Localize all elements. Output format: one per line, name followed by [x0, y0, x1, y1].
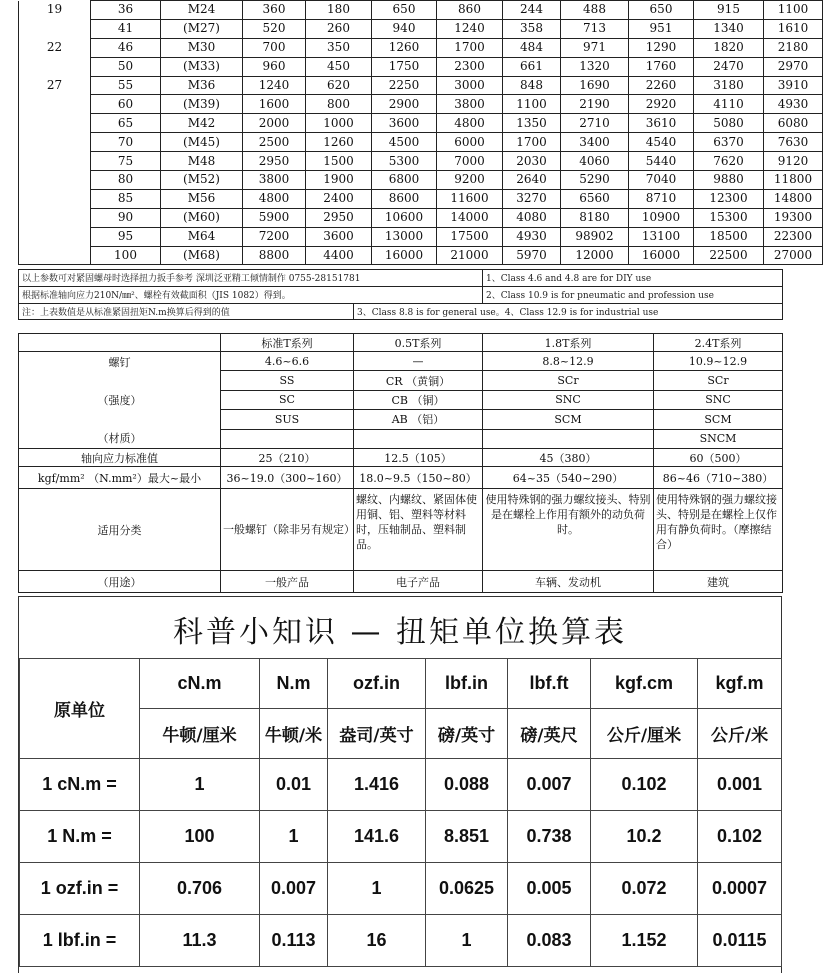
bolt-value-cell: 1600	[243, 95, 306, 114]
torque-row-label: 1 N.m =	[20, 811, 140, 863]
note-left-1: 以上参数可对紧固螺母时选择扭力扳手参考 深圳泛亚精工倾情制作 0755-28151781	[19, 270, 483, 287]
bolt-size-cell: 75	[91, 152, 161, 171]
grade-cell: 8.8~12.9	[483, 352, 654, 371]
usage-cell: 一般螺钉（除非另有规定）	[221, 489, 354, 571]
bolt-value-cell: 13000	[372, 227, 437, 246]
bolt-value-cell: 620	[306, 76, 372, 95]
bolt-group-cell: 19	[19, 1, 91, 20]
material-cell: SC	[221, 390, 354, 409]
torque-value-cell: 11.3	[140, 915, 260, 967]
torque-value-cell: 100	[140, 811, 260, 863]
bolt-row	[19, 76, 823, 95]
bolt-size-cell: 100	[91, 246, 161, 265]
bolt-group-cell	[19, 152, 91, 171]
bolt-value-cell: 358	[503, 19, 561, 38]
bolt-value-cell: 4800	[243, 189, 306, 208]
grade-cell: 4.6~6.6	[221, 352, 354, 371]
bolt-value-cell: 1700	[503, 133, 561, 152]
material-cell: SCM	[483, 410, 654, 429]
torque-value-cell: 0.738	[508, 811, 591, 863]
bolt-value-cell: 971	[561, 38, 629, 57]
bolt-value-cell: 4080	[503, 208, 561, 227]
bolt-value-cell: 7040	[629, 171, 694, 190]
range-cell: 18.0~9.5（150~80）	[354, 467, 483, 489]
torque-conversion-table	[19, 658, 782, 967]
axial-stress-cell: 45（380）	[483, 449, 654, 467]
torque-value-cell: 0.088	[426, 759, 508, 811]
bolt-value-cell: 661	[503, 57, 561, 76]
bolt-row	[19, 19, 823, 38]
bolt-thread-cell: (M52)	[161, 171, 243, 190]
torque-conversion-card	[18, 596, 782, 973]
bolt-value-cell: 1100	[503, 95, 561, 114]
bolt-thread-cell: M48	[161, 152, 243, 171]
bolt-value-cell: 4400	[306, 246, 372, 265]
bolt-value-cell: 1760	[629, 57, 694, 76]
bolt-value-cell: 21000	[437, 246, 503, 265]
note-right-3: 3、Class 8.8 is for general use。4、Class 12.9 is for industrial use	[354, 303, 783, 320]
bolt-group-cell	[19, 189, 91, 208]
bolt-value-cell: 15300	[694, 208, 764, 227]
bolt-value-cell: 1340	[694, 19, 764, 38]
bolt-value-cell: 1240	[437, 19, 503, 38]
bolt-value-cell: 650	[372, 1, 437, 20]
bolt-value-cell: 7620	[694, 152, 764, 171]
origin-unit-label: 原单位	[20, 659, 140, 759]
bolt-value-cell: 940	[372, 19, 437, 38]
bolt-value-cell: 1350	[503, 114, 561, 133]
purpose-label: （用途）	[19, 571, 221, 593]
bolt-value-cell: 1290	[629, 38, 694, 57]
bolt-value-cell: 8180	[561, 208, 629, 227]
bolt-value-cell: 2500	[243, 133, 306, 152]
bolt-value-cell: 2970	[764, 57, 823, 76]
material-cell: SS	[221, 371, 354, 390]
bolt-value-cell: 4930	[503, 227, 561, 246]
bolt-value-cell: 11600	[437, 189, 503, 208]
bolt-value-cell: 951	[629, 19, 694, 38]
bolt-value-cell: 2400	[306, 189, 372, 208]
range-label: kgf/mm² （N.mm²）最大~最小	[19, 467, 221, 489]
bolt-value-cell: 6080	[764, 114, 823, 133]
bolt-thread-cell: (M45)	[161, 133, 243, 152]
bolt-value-cell: 4800	[437, 114, 503, 133]
bolt-size-cell: 41	[91, 19, 161, 38]
series-header: 2.4T系列	[654, 334, 783, 352]
series-corner	[19, 334, 221, 352]
usage-cell: 螺纹、内螺纹、紧固体使用铜、铝、塑料等材料时，压轴制品、塑料制品。	[354, 489, 483, 571]
torque-value-cell: 141.6	[328, 811, 426, 863]
bolt-value-cell: 16000	[372, 246, 437, 265]
bolt-value-cell: 488	[561, 1, 629, 20]
bolt-value-cell: 2710	[561, 114, 629, 133]
strength-label: （强度）	[97, 394, 142, 407]
bolt-value-cell: 8600	[372, 189, 437, 208]
torque-value-cell: 1.416	[328, 759, 426, 811]
material-cell: CB （铜）	[354, 390, 483, 409]
material-cell	[354, 429, 483, 448]
bolt-value-cell: 6800	[372, 171, 437, 190]
bolt-value-cell: 3910	[764, 76, 823, 95]
torque-value-cell: 0.01	[260, 759, 328, 811]
bolt-size-cell: 85	[91, 189, 161, 208]
torque-row	[20, 863, 782, 915]
bolt-value-cell: 3800	[437, 95, 503, 114]
bolt-thread-cell: M24	[161, 1, 243, 20]
bolt-value-cell: 1100	[764, 1, 823, 20]
torque-value-cell: 0.0115	[698, 915, 782, 967]
torque-value-cell: 1	[328, 863, 426, 915]
bolt-value-cell: 3400	[561, 133, 629, 152]
torque-value-cell: 1	[426, 915, 508, 967]
bolt-row	[19, 189, 823, 208]
torque-value-cell: 16	[328, 915, 426, 967]
bolt-value-cell: 2470	[694, 57, 764, 76]
range-cell: 36~19.0（300~160）	[221, 467, 354, 489]
bolt-value-cell: 9120	[764, 152, 823, 171]
bolt-value-cell: 6000	[437, 133, 503, 152]
material-cell: SNC	[654, 390, 783, 409]
torque-value-cell: 0.083	[508, 915, 591, 967]
bolt-value-cell: 5080	[694, 114, 764, 133]
bolt-size-cell: 90	[91, 208, 161, 227]
bolt-value-cell: 3610	[629, 114, 694, 133]
bolt-value-cell: 7000	[437, 152, 503, 171]
unit-symbol: kgf.cm	[591, 659, 698, 709]
bolt-value-cell: 22300	[764, 227, 823, 246]
bolt-size-cell: 46	[91, 38, 161, 57]
bolt-value-cell: 520	[243, 19, 306, 38]
bolt-value-cell: 12000	[561, 246, 629, 265]
torque-value-cell: 0.102	[591, 759, 698, 811]
bolt-value-cell: 848	[503, 76, 561, 95]
axial-stress-cell: 25（210）	[221, 449, 354, 467]
bolt-value-cell: 4060	[561, 152, 629, 171]
bolt-thread-cell: (M39)	[161, 95, 243, 114]
torque-value-cell: 0.007	[260, 863, 328, 915]
bolt-value-cell: 1820	[694, 38, 764, 57]
bolt-value-cell: 2030	[503, 152, 561, 171]
bolt-value-cell: 3800	[243, 171, 306, 190]
bolt-row	[19, 227, 823, 246]
bolt-value-cell: 3600	[306, 227, 372, 246]
bolt-value-cell: 4110	[694, 95, 764, 114]
bolt-value-cell: 10900	[629, 208, 694, 227]
bolt-value-cell: 5440	[629, 152, 694, 171]
bolt-group-cell	[19, 227, 91, 246]
bolt-thread-cell: M42	[161, 114, 243, 133]
torque-row-label: 1 lbf.in =	[20, 915, 140, 967]
bolt-value-cell: 1000	[306, 114, 372, 133]
bolt-size-cell: 55	[91, 76, 161, 95]
series-header: 0.5T系列	[354, 334, 483, 352]
material-cell	[483, 429, 654, 448]
bolt-value-cell: 1260	[372, 38, 437, 57]
bolt-value-cell: 4930	[764, 95, 823, 114]
bolt-value-cell: 1900	[306, 171, 372, 190]
bolt-size-cell: 80	[91, 171, 161, 190]
bolt-group-cell	[19, 208, 91, 227]
bolt-value-cell: 5290	[561, 171, 629, 190]
bolt-value-cell: 5900	[243, 208, 306, 227]
torque-value-cell: 10.2	[591, 811, 698, 863]
bolt-size-cell: 36	[91, 1, 161, 20]
bolt-value-cell: 650	[629, 1, 694, 20]
bolt-group-cell	[19, 57, 91, 76]
torque-value-cell: 0.001	[698, 759, 782, 811]
bolt-thread-cell: (M33)	[161, 57, 243, 76]
material-cell: SNC	[483, 390, 654, 409]
bolt-value-cell: 1240	[243, 76, 306, 95]
usage-cell: 使用特殊钢的强力螺纹接头、特别是在螺栓上仅作用有静负荷时。（摩擦结合）	[654, 489, 783, 571]
bolt-row	[19, 152, 823, 171]
series-header: 标准T系列	[221, 334, 354, 352]
material-cell: SCr	[483, 371, 654, 390]
unit-name: 牛顿/厘米	[140, 709, 260, 759]
torque-value-cell: 0.0007	[698, 863, 782, 915]
bolt-value-cell: 1260	[306, 133, 372, 152]
torque-row	[20, 915, 782, 967]
screw-strength-material-label	[19, 352, 221, 449]
bolt-value-cell: 19300	[764, 208, 823, 227]
bolt-thread-cell: M56	[161, 189, 243, 208]
torque-value-cell: 1.152	[591, 915, 698, 967]
bolt-group-cell	[19, 114, 91, 133]
material-cell: CR （黄铜）	[354, 371, 483, 390]
bolt-value-cell: 1500	[306, 152, 372, 171]
unit-symbol: ozf.in	[328, 659, 426, 709]
bolt-value-cell: 450	[306, 57, 372, 76]
torque-value-cell: 0.0625	[426, 863, 508, 915]
torque-value-cell: 1	[260, 811, 328, 863]
bolt-value-cell: 960	[243, 57, 306, 76]
bolt-value-cell: 6370	[694, 133, 764, 152]
unit-symbol: kgf.m	[698, 659, 782, 709]
notes-table	[18, 269, 783, 320]
bolt-group-cell	[19, 133, 91, 152]
bolt-value-cell: 7630	[764, 133, 823, 152]
unit-name: 公斤/米	[698, 709, 782, 759]
torque-value-cell: 1	[140, 759, 260, 811]
bolt-row	[19, 38, 823, 57]
bolt-value-cell: 713	[561, 19, 629, 38]
bolt-value-cell: 9880	[694, 171, 764, 190]
bolt-value-cell: 360	[243, 1, 306, 20]
unit-symbol: N.m	[260, 659, 328, 709]
grade-cell: —	[354, 352, 483, 371]
bolt-value-cell: 860	[437, 1, 503, 20]
bolt-value-cell: 3600	[372, 114, 437, 133]
bolt-value-cell: 915	[694, 1, 764, 20]
note-right-1: 1、Class 4.6 and 4.8 are for DIY use	[483, 270, 783, 287]
torque-value-cell: 8.851	[426, 811, 508, 863]
bolt-thread-cell: (M27)	[161, 19, 243, 38]
bolt-value-cell: 8710	[629, 189, 694, 208]
purpose-cell: 一般产品	[221, 571, 354, 593]
torque-row-label: 1 ozf.in =	[20, 863, 140, 915]
bolt-size-cell: 95	[91, 227, 161, 246]
bolt-value-cell: 13100	[629, 227, 694, 246]
purpose-cell: 建筑	[654, 571, 783, 593]
purpose-cell: 车辆、发动机	[483, 571, 654, 593]
bolt-size-cell: 60	[91, 95, 161, 114]
bolt-value-cell: 1700	[437, 38, 503, 57]
bolt-value-cell: 2300	[437, 57, 503, 76]
torque-value-cell: 0.072	[591, 863, 698, 915]
bolt-value-cell: 2950	[243, 152, 306, 171]
bolt-value-cell: 17500	[437, 227, 503, 246]
unit-symbol: lbf.in	[426, 659, 508, 709]
bolt-value-cell: 180	[306, 1, 372, 20]
bolt-value-cell: 260	[306, 19, 372, 38]
bolt-value-cell: 2260	[629, 76, 694, 95]
bolt-value-cell: 14800	[764, 189, 823, 208]
bolt-series-table	[18, 333, 783, 593]
bolt-value-cell: 5300	[372, 152, 437, 171]
bolt-torque-table	[18, 0, 823, 265]
torque-row	[20, 759, 782, 811]
bolt-value-cell: 16000	[629, 246, 694, 265]
material-cell: SCr	[654, 371, 783, 390]
note-right-2: 2、Class 10.9 is for pneumatic and profession use	[483, 286, 783, 303]
bolt-row	[19, 114, 823, 133]
screw-label: 螺钉	[108, 356, 131, 369]
bolt-group-cell	[19, 171, 91, 190]
torque-value-cell: 0.102	[698, 811, 782, 863]
bolt-value-cell: 3000	[437, 76, 503, 95]
bolt-row	[19, 171, 823, 190]
bolt-value-cell: 2250	[372, 76, 437, 95]
bolt-value-cell: 2190	[561, 95, 629, 114]
bolt-thread-cell: M30	[161, 38, 243, 57]
usage-label: 适用分类	[19, 489, 221, 571]
torque-row	[20, 811, 782, 863]
bolt-value-cell: 22500	[694, 246, 764, 265]
bolt-row	[19, 57, 823, 76]
bolt-size-cell: 65	[91, 114, 161, 133]
bolt-value-cell: 350	[306, 38, 372, 57]
bolt-value-cell: 98902	[561, 227, 629, 246]
bolt-value-cell: 4540	[629, 133, 694, 152]
material-cell: SCM	[654, 410, 783, 429]
usage-cell: 使用特殊钢的强力螺纹接头、特别是在螺栓上作用有额外的动负荷时。	[483, 489, 654, 571]
bolt-value-cell: 484	[503, 38, 561, 57]
bolt-size-cell: 50	[91, 57, 161, 76]
bolt-value-cell: 4500	[372, 133, 437, 152]
bolt-size-cell: 70	[91, 133, 161, 152]
bolt-group-cell	[19, 246, 91, 265]
bolt-value-cell: 9200	[437, 171, 503, 190]
material-label: （材质）	[97, 432, 142, 445]
bolt-value-cell: 2900	[372, 95, 437, 114]
bolt-row	[19, 1, 823, 20]
bolt-thread-cell: M64	[161, 227, 243, 246]
bolt-value-cell: 1750	[372, 57, 437, 76]
bolt-value-cell: 2640	[503, 171, 561, 190]
bolt-value-cell: 1610	[764, 19, 823, 38]
bolt-value-cell: 1690	[561, 76, 629, 95]
bolt-value-cell: 2920	[629, 95, 694, 114]
bolt-value-cell: 7200	[243, 227, 306, 246]
bolt-value-cell: 14000	[437, 208, 503, 227]
material-cell	[221, 429, 354, 448]
unit-name: 公斤/厘米	[591, 709, 698, 759]
bolt-value-cell: 18500	[694, 227, 764, 246]
axial-stress-cell: 12.5（105）	[354, 449, 483, 467]
axial-stress-label: 轴向应力标准值	[19, 449, 221, 467]
material-cell: SUS	[221, 410, 354, 429]
bolt-row	[19, 246, 823, 265]
bolt-value-cell: 6560	[561, 189, 629, 208]
bolt-group-cell	[19, 19, 91, 38]
material-cell: AB （铝）	[354, 410, 483, 429]
note-left-2: 根据标准轴向应力210N/㎜²、螺栓有效截面积（JIS 1082）得到。	[19, 286, 483, 303]
grade-cell: 10.9~12.9	[654, 352, 783, 371]
range-cell: 64~35（540~290）	[483, 467, 654, 489]
bolt-group-cell	[19, 95, 91, 114]
purpose-cell: 电子产品	[354, 571, 483, 593]
unit-name: 磅/英尺	[508, 709, 591, 759]
bolt-row	[19, 133, 823, 152]
bolt-row	[19, 95, 823, 114]
bolt-value-cell: 11800	[764, 171, 823, 190]
bolt-value-cell: 2180	[764, 38, 823, 57]
bolt-value-cell: 10600	[372, 208, 437, 227]
torque-row-label: 1 cN.m =	[20, 759, 140, 811]
material-cell: SNCM	[654, 429, 783, 448]
bolt-value-cell: 2950	[306, 208, 372, 227]
bolt-value-cell: 700	[243, 38, 306, 57]
bolt-value-cell: 1320	[561, 57, 629, 76]
bolt-value-cell: 8800	[243, 246, 306, 265]
bolt-value-cell: 800	[306, 95, 372, 114]
bolt-value-cell: 244	[503, 1, 561, 20]
unit-symbol: lbf.ft	[508, 659, 591, 709]
bolt-group-cell: 22	[19, 38, 91, 57]
bolt-thread-cell: M36	[161, 76, 243, 95]
torque-value-cell: 0.005	[508, 863, 591, 915]
bolt-row	[19, 208, 823, 227]
note-left-3: 注：上表数值是从标准紧固扭矩N.m换算后得到的值	[19, 303, 354, 320]
bolt-thread-cell: (M68)	[161, 246, 243, 265]
bolt-value-cell: 2000	[243, 114, 306, 133]
range-cell: 86~46（710~380）	[654, 467, 783, 489]
bolt-value-cell: 27000	[764, 246, 823, 265]
bolt-value-cell: 3180	[694, 76, 764, 95]
series-header: 1.8T系列	[483, 334, 654, 352]
torque-value-cell: 0.113	[260, 915, 328, 967]
unit-name: 牛顿/米	[260, 709, 328, 759]
unit-symbol: cN.m	[140, 659, 260, 709]
bolt-value-cell: 5970	[503, 246, 561, 265]
bolt-value-cell: 12300	[694, 189, 764, 208]
unit-name: 盎司/英寸	[328, 709, 426, 759]
bolt-group-cell: 27	[19, 76, 91, 95]
axial-stress-cell: 60（500）	[654, 449, 783, 467]
card-title: 科普小知识 — 扭矩单位换算表	[172, 615, 628, 650]
bolt-value-cell: 3270	[503, 189, 561, 208]
bolt-thread-cell: (M60)	[161, 208, 243, 227]
unit-name: 磅/英寸	[426, 709, 508, 759]
torque-value-cell: 0.706	[140, 863, 260, 915]
torque-value-cell: 0.007	[508, 759, 591, 811]
